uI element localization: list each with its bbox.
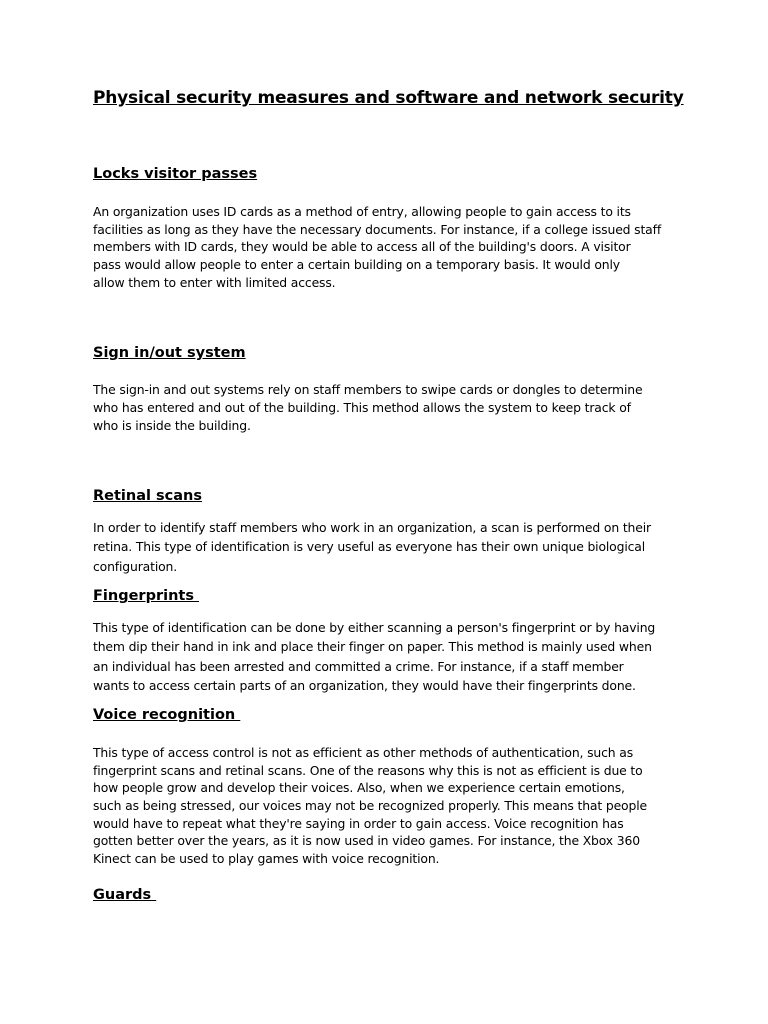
paragraph-line: This type of identification can be done by either scanning a person's fingerprint or by having	[93, 620, 656, 635]
paragraph-line: In order to identify staff members who work in an organization, a scan is performed on their	[93, 520, 651, 535]
paragraph-line: Kinect can be used to play games with voice recognition.	[93, 851, 440, 867]
paragraph-line: who is inside the building.	[93, 418, 251, 434]
paragraph-line: retina. This type of identification is very useful as everyone has their own unique biological	[93, 539, 646, 555]
document-title: Physical security measures and software and network security	[93, 88, 684, 108]
paragraph-line: an individual has been arrested and committed a crime. For instance, if a staff member	[93, 658, 624, 674]
section-heading-locks-visitor-passes: Locks visitor passes	[93, 166, 258, 182]
paragraph-line: allow them to enter with limited access.	[93, 274, 336, 290]
paragraph-line: fingerprint scans and retinal scans. One of the reasons why this is not as efficient is due to	[93, 762, 643, 778]
paragraph-line: would have to repeat what they're saying in order to gain access. Voice recognition has	[93, 815, 624, 831]
paragraph-line: members with ID cards, they would be able to access all of the building's doors. A visitor	[93, 239, 631, 255]
section-heading-voice-recognition: Voice recognition	[93, 707, 241, 723]
paragraph-line: This type of access control is not as efficient as other methods of authentication, such as	[93, 745, 634, 760]
paragraph-line: wants to access certain parts of an organization, they would have their fingerprints done.	[93, 677, 636, 693]
section-heading-guards: Guards	[93, 887, 157, 903]
paragraph-line: facilities as long as they have the necessary documents. For instance, if a college issued staff	[93, 221, 662, 237]
paragraph-line: An organization uses ID cards as a method of entry, allowing people to gain access to its	[93, 204, 631, 219]
section-heading-retinal-scans: Retinal scans	[93, 488, 202, 504]
paragraph-line: pass would allow people to enter a certain building on a temporary basis. It would only	[93, 257, 620, 273]
paragraph-line: gotten better over the years, as it is now used in video games. For instance, the Xbox 360	[93, 833, 640, 849]
section-paragraph-voice-recognition	[93, 744, 683, 868]
paragraph-line: them dip their hand in ink and place their finger on paper. This method is mainly used when	[93, 639, 652, 655]
section-paragraph-retinal-scans	[93, 518, 683, 576]
paragraph-line: The sign-in and out systems rely on staff members to swipe cards or dongles to determine	[93, 382, 643, 397]
paragraph-line: configuration.	[93, 558, 178, 574]
section-heading-fingerprints: Fingerprints	[93, 588, 199, 604]
paragraph-line: such as being stressed, our voices may not be recognized properly. This means that people	[93, 798, 647, 814]
section-paragraph-fingerprints	[93, 618, 683, 695]
section-paragraph-sign-in-out-system	[93, 381, 683, 436]
paragraph-line: who has entered and out of the building. This method allows the system to keep track of	[93, 400, 631, 416]
section-heading-sign-in-out-system: Sign in/out system	[93, 345, 246, 361]
section-paragraph-locks-visitor-passes	[93, 203, 683, 291]
paragraph-line: how people grow and develop their voices. Also, when we experience certain emotions,	[93, 780, 625, 796]
